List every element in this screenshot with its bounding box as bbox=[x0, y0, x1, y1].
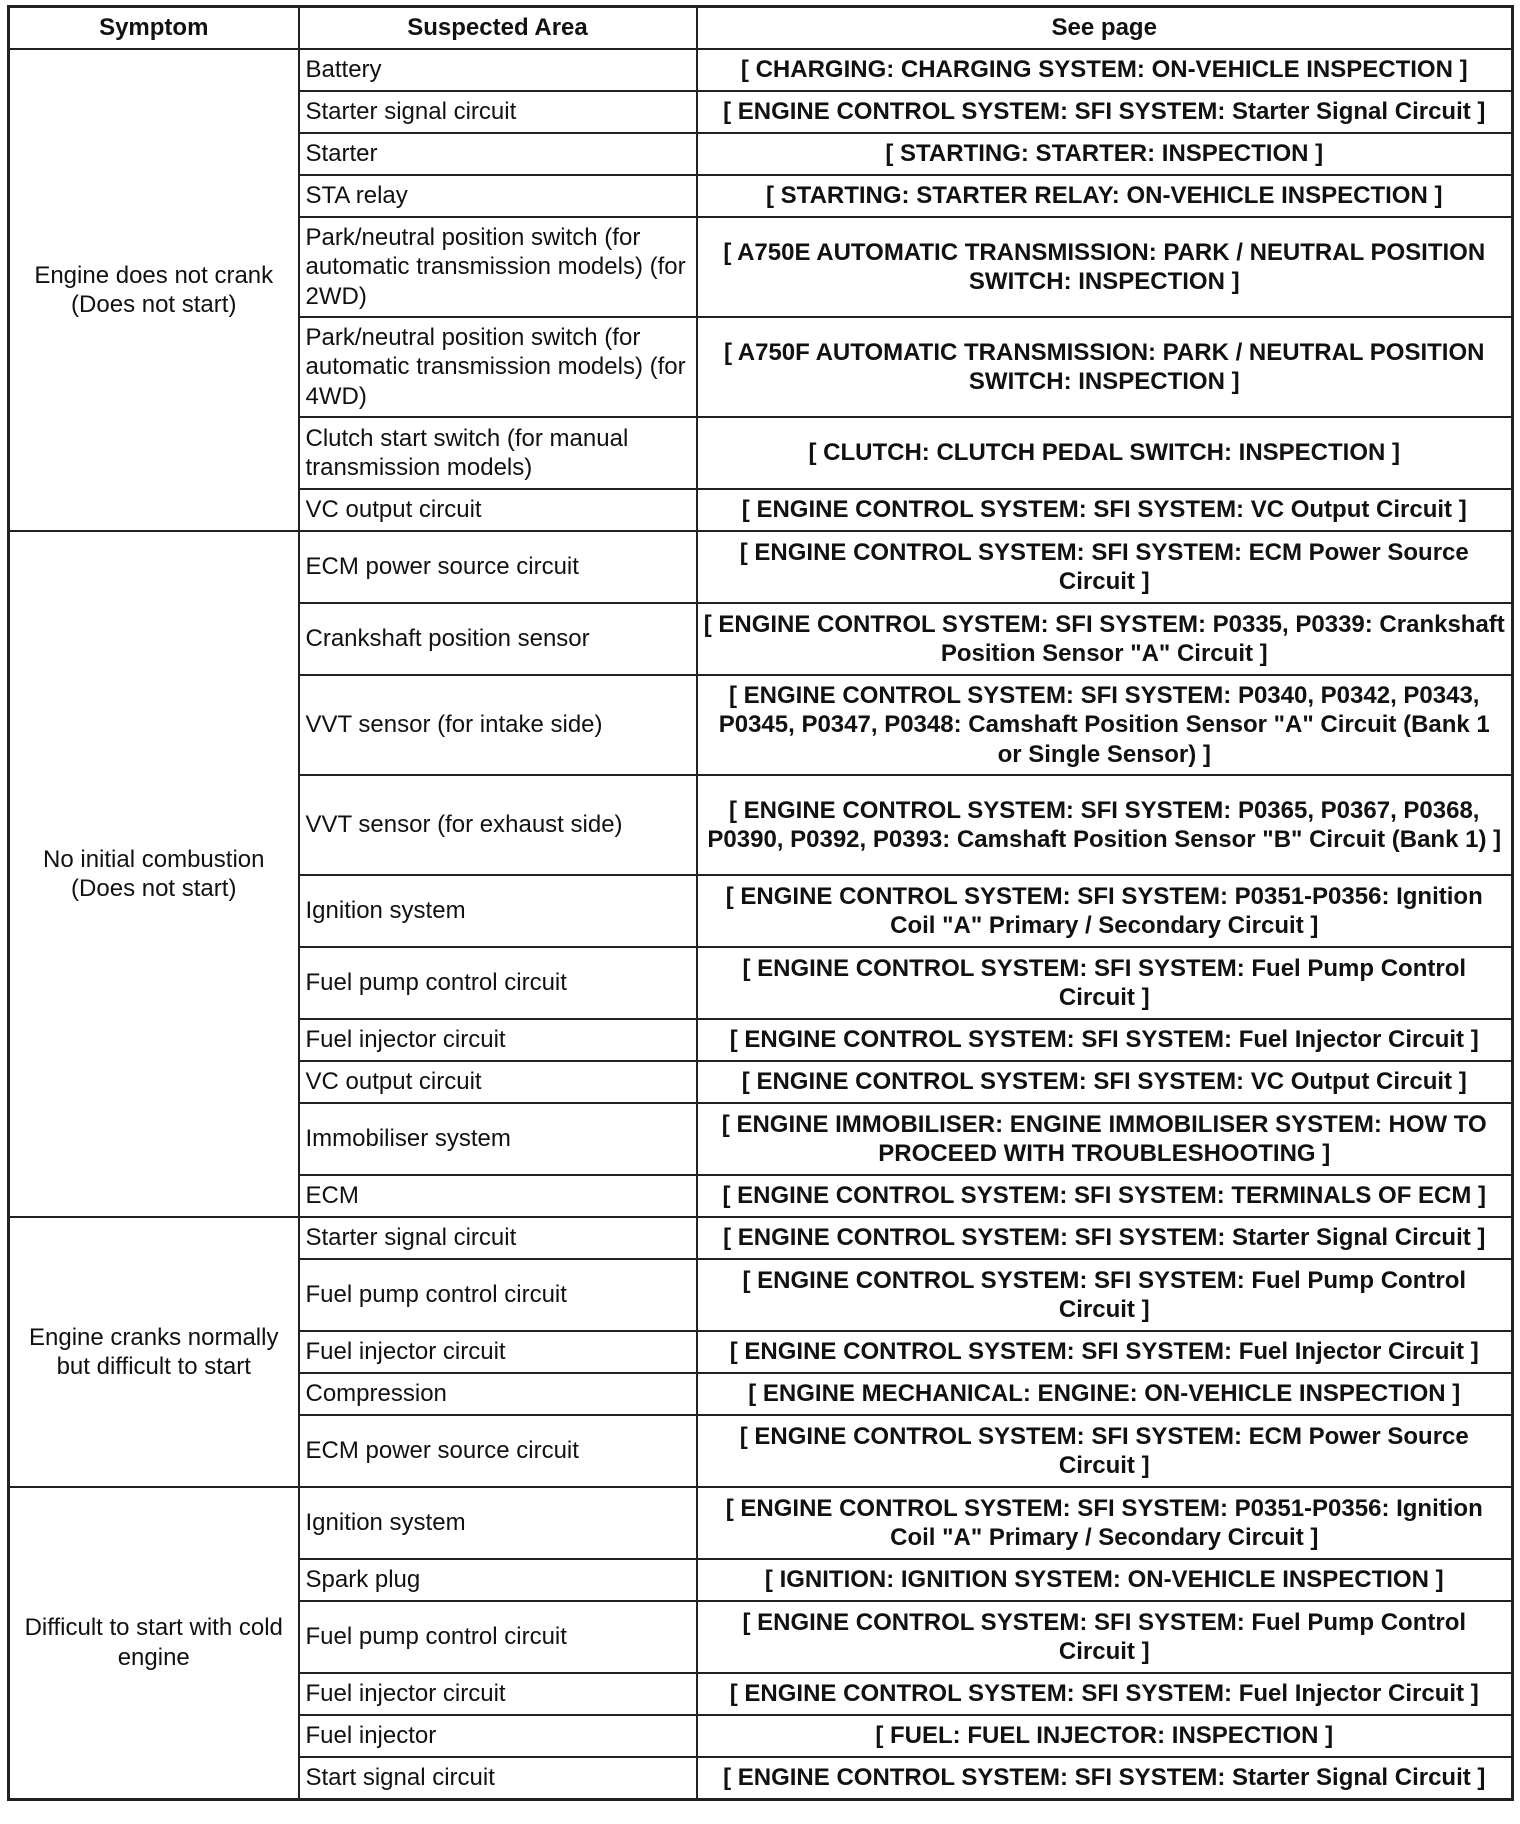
see-page-cell: [ ENGINE CONTROL SYSTEM: SFI SYSTEM: Starter Signal Circuit ] bbox=[697, 1757, 1513, 1799]
symptom-cell: Difficult to start with cold engine bbox=[9, 1487, 299, 1799]
see-page-cell: [ STARTING: STARTER: INSPECTION ] bbox=[697, 133, 1513, 175]
header-row bbox=[9, 7, 1513, 50]
suspected-area-cell: Fuel injector bbox=[299, 1715, 697, 1757]
suspected-area-cell: ECM power source circuit bbox=[299, 1415, 697, 1487]
suspected-area-cell: Start signal circuit bbox=[299, 1757, 697, 1799]
suspected-area-cell: ECM bbox=[299, 1175, 697, 1217]
suspected-area-cell: VVT sensor (for exhaust side) bbox=[299, 775, 697, 875]
document-page bbox=[7, 5, 1511, 1801]
symptom-cell: Engine does not crank (Does not start) bbox=[9, 49, 299, 531]
suspected-area-cell: VC output circuit bbox=[299, 489, 697, 531]
suspected-area-cell: Fuel injector circuit bbox=[299, 1673, 697, 1715]
see-page-cell: [ ENGINE CONTROL SYSTEM: SFI SYSTEM: Fuel Injector Circuit ] bbox=[697, 1019, 1513, 1061]
see-page-cell: [ ENGINE CONTROL SYSTEM: SFI SYSTEM: P0340, P0342, P0343, P0345, P0347, P0348: Camshaft Position Sensor "A" Circuit (Bank 1 or Single Sensor) ] bbox=[697, 675, 1513, 775]
see-page-cell: [ ENGINE CONTROL SYSTEM: SFI SYSTEM: Fuel Pump Control Circuit ] bbox=[697, 947, 1513, 1019]
see-page-cell: [ ENGINE CONTROL SYSTEM: SFI SYSTEM: P0335, P0339: Crankshaft Position Sensor "A" Circuit ] bbox=[697, 603, 1513, 675]
suspected-area-cell: VC output circuit bbox=[299, 1061, 697, 1103]
suspected-area-cell: Immobiliser system bbox=[299, 1103, 697, 1175]
see-page-cell: [ ENGINE MECHANICAL: ENGINE: ON-VEHICLE INSPECTION ] bbox=[697, 1373, 1513, 1415]
see-page-cell: [ CHARGING: CHARGING SYSTEM: ON-VEHICLE INSPECTION ] bbox=[697, 49, 1513, 91]
see-page-cell: [ STARTING: STARTER RELAY: ON-VEHICLE INSPECTION ] bbox=[697, 175, 1513, 217]
suspected-area-cell: Ignition system bbox=[299, 1487, 697, 1559]
see-page-cell: [ ENGINE CONTROL SYSTEM: SFI SYSTEM: Fuel Pump Control Circuit ] bbox=[697, 1601, 1513, 1673]
see-page-cell: [ A750F AUTOMATIC TRANSMISSION: PARK / NEUTRAL POSITION SWITCH: INSPECTION ] bbox=[697, 317, 1513, 417]
see-page-cell: [ ENGINE CONTROL SYSTEM: SFI SYSTEM: VC Output Circuit ] bbox=[697, 489, 1513, 531]
suspected-area-cell: Fuel injector circuit bbox=[299, 1331, 697, 1373]
see-page-cell: [ ENGINE CONTROL SYSTEM: SFI SYSTEM: ECM Power Source Circuit ] bbox=[697, 531, 1513, 603]
header-see-page: See page bbox=[697, 7, 1513, 50]
suspected-area-cell: Battery bbox=[299, 49, 697, 91]
suspected-area-cell: Fuel injector circuit bbox=[299, 1019, 697, 1061]
see-page-cell: [ ENGINE CONTROL SYSTEM: SFI SYSTEM: ECM Power Source Circuit ] bbox=[697, 1415, 1513, 1487]
suspected-area-cell: Starter signal circuit bbox=[299, 91, 697, 133]
see-page-cell: [ ENGINE CONTROL SYSTEM: SFI SYSTEM: P0351-P0356: Ignition Coil "A" Primary / Secondary Circuit ] bbox=[697, 875, 1513, 947]
table-row bbox=[9, 1487, 1513, 1559]
see-page-cell: [ ENGINE CONTROL SYSTEM: SFI SYSTEM: VC Output Circuit ] bbox=[697, 1061, 1513, 1103]
see-page-cell: [ CLUTCH: CLUTCH PEDAL SWITCH: INSPECTION ] bbox=[697, 417, 1513, 489]
suspected-area-cell: Crankshaft position sensor bbox=[299, 603, 697, 675]
see-page-cell: [ ENGINE CONTROL SYSTEM: SFI SYSTEM: Fuel Injector Circuit ] bbox=[697, 1331, 1513, 1373]
see-page-cell: [ ENGINE CONTROL SYSTEM: SFI SYSTEM: Starter Signal Circuit ] bbox=[697, 91, 1513, 133]
suspected-area-cell: Fuel pump control circuit bbox=[299, 947, 697, 1019]
suspected-area-cell: Starter bbox=[299, 133, 697, 175]
table-body bbox=[9, 49, 1513, 1799]
table-row bbox=[9, 531, 1513, 603]
table-row bbox=[9, 1217, 1513, 1259]
see-page-cell: [ FUEL: FUEL INJECTOR: INSPECTION ] bbox=[697, 1715, 1513, 1757]
header-symptom: Symptom bbox=[9, 7, 299, 50]
suspected-area-cell: Ignition system bbox=[299, 875, 697, 947]
suspected-area-cell: ECM power source circuit bbox=[299, 531, 697, 603]
see-page-cell: [ ENGINE CONTROL SYSTEM: SFI SYSTEM: Starter Signal Circuit ] bbox=[697, 1217, 1513, 1259]
see-page-cell: [ ENGINE IMMOBILISER: ENGINE IMMOBILISER SYSTEM: HOW TO PROCEED WITH TROUBLESHOOTING ] bbox=[697, 1103, 1513, 1175]
suspected-area-cell: Fuel pump control circuit bbox=[299, 1601, 697, 1673]
see-page-cell: [ ENGINE CONTROL SYSTEM: SFI SYSTEM: P0351-P0356: Ignition Coil "A" Primary / Secondary Circuit ] bbox=[697, 1487, 1513, 1559]
see-page-cell: [ ENGINE CONTROL SYSTEM: SFI SYSTEM: P0365, P0367, P0368, P0390, P0392, P0393: Camshaft Position Sensor "B" Circuit (Bank 1) ] bbox=[697, 775, 1513, 875]
suspected-area-cell: Clutch start switch (for manual transmission models) bbox=[299, 417, 697, 489]
suspected-area-cell: Starter signal circuit bbox=[299, 1217, 697, 1259]
suspected-area-cell: STA relay bbox=[299, 175, 697, 217]
suspected-area-cell: Compression bbox=[299, 1373, 697, 1415]
see-page-cell: [ A750E AUTOMATIC TRANSMISSION: PARK / NEUTRAL POSITION SWITCH: INSPECTION ] bbox=[697, 217, 1513, 317]
suspected-area-cell: Fuel pump control circuit bbox=[299, 1259, 697, 1331]
header-suspected-area: Suspected Area bbox=[299, 7, 697, 50]
symptom-cell: Engine cranks normally but difficult to start bbox=[9, 1217, 299, 1487]
suspected-area-cell: Park/neutral position switch (for automatic transmission models) (for 2WD) bbox=[299, 217, 697, 317]
see-page-cell: [ ENGINE CONTROL SYSTEM: SFI SYSTEM: Fuel Pump Control Circuit ] bbox=[697, 1259, 1513, 1331]
table-row bbox=[9, 49, 1513, 91]
suspected-area-cell: Spark plug bbox=[299, 1559, 697, 1601]
see-page-cell: [ ENGINE CONTROL SYSTEM: SFI SYSTEM: Fuel Injector Circuit ] bbox=[697, 1673, 1513, 1715]
symptom-table bbox=[7, 5, 1514, 1801]
symptom-cell: No initial combustion (Does not start) bbox=[9, 531, 299, 1217]
see-page-cell: [ IGNITION: IGNITION SYSTEM: ON-VEHICLE INSPECTION ] bbox=[697, 1559, 1513, 1601]
see-page-cell: [ ENGINE CONTROL SYSTEM: SFI SYSTEM: TERMINALS OF ECM ] bbox=[697, 1175, 1513, 1217]
suspected-area-cell: VVT sensor (for intake side) bbox=[299, 675, 697, 775]
suspected-area-cell: Park/neutral position switch (for automatic transmission models) (for 4WD) bbox=[299, 317, 697, 417]
